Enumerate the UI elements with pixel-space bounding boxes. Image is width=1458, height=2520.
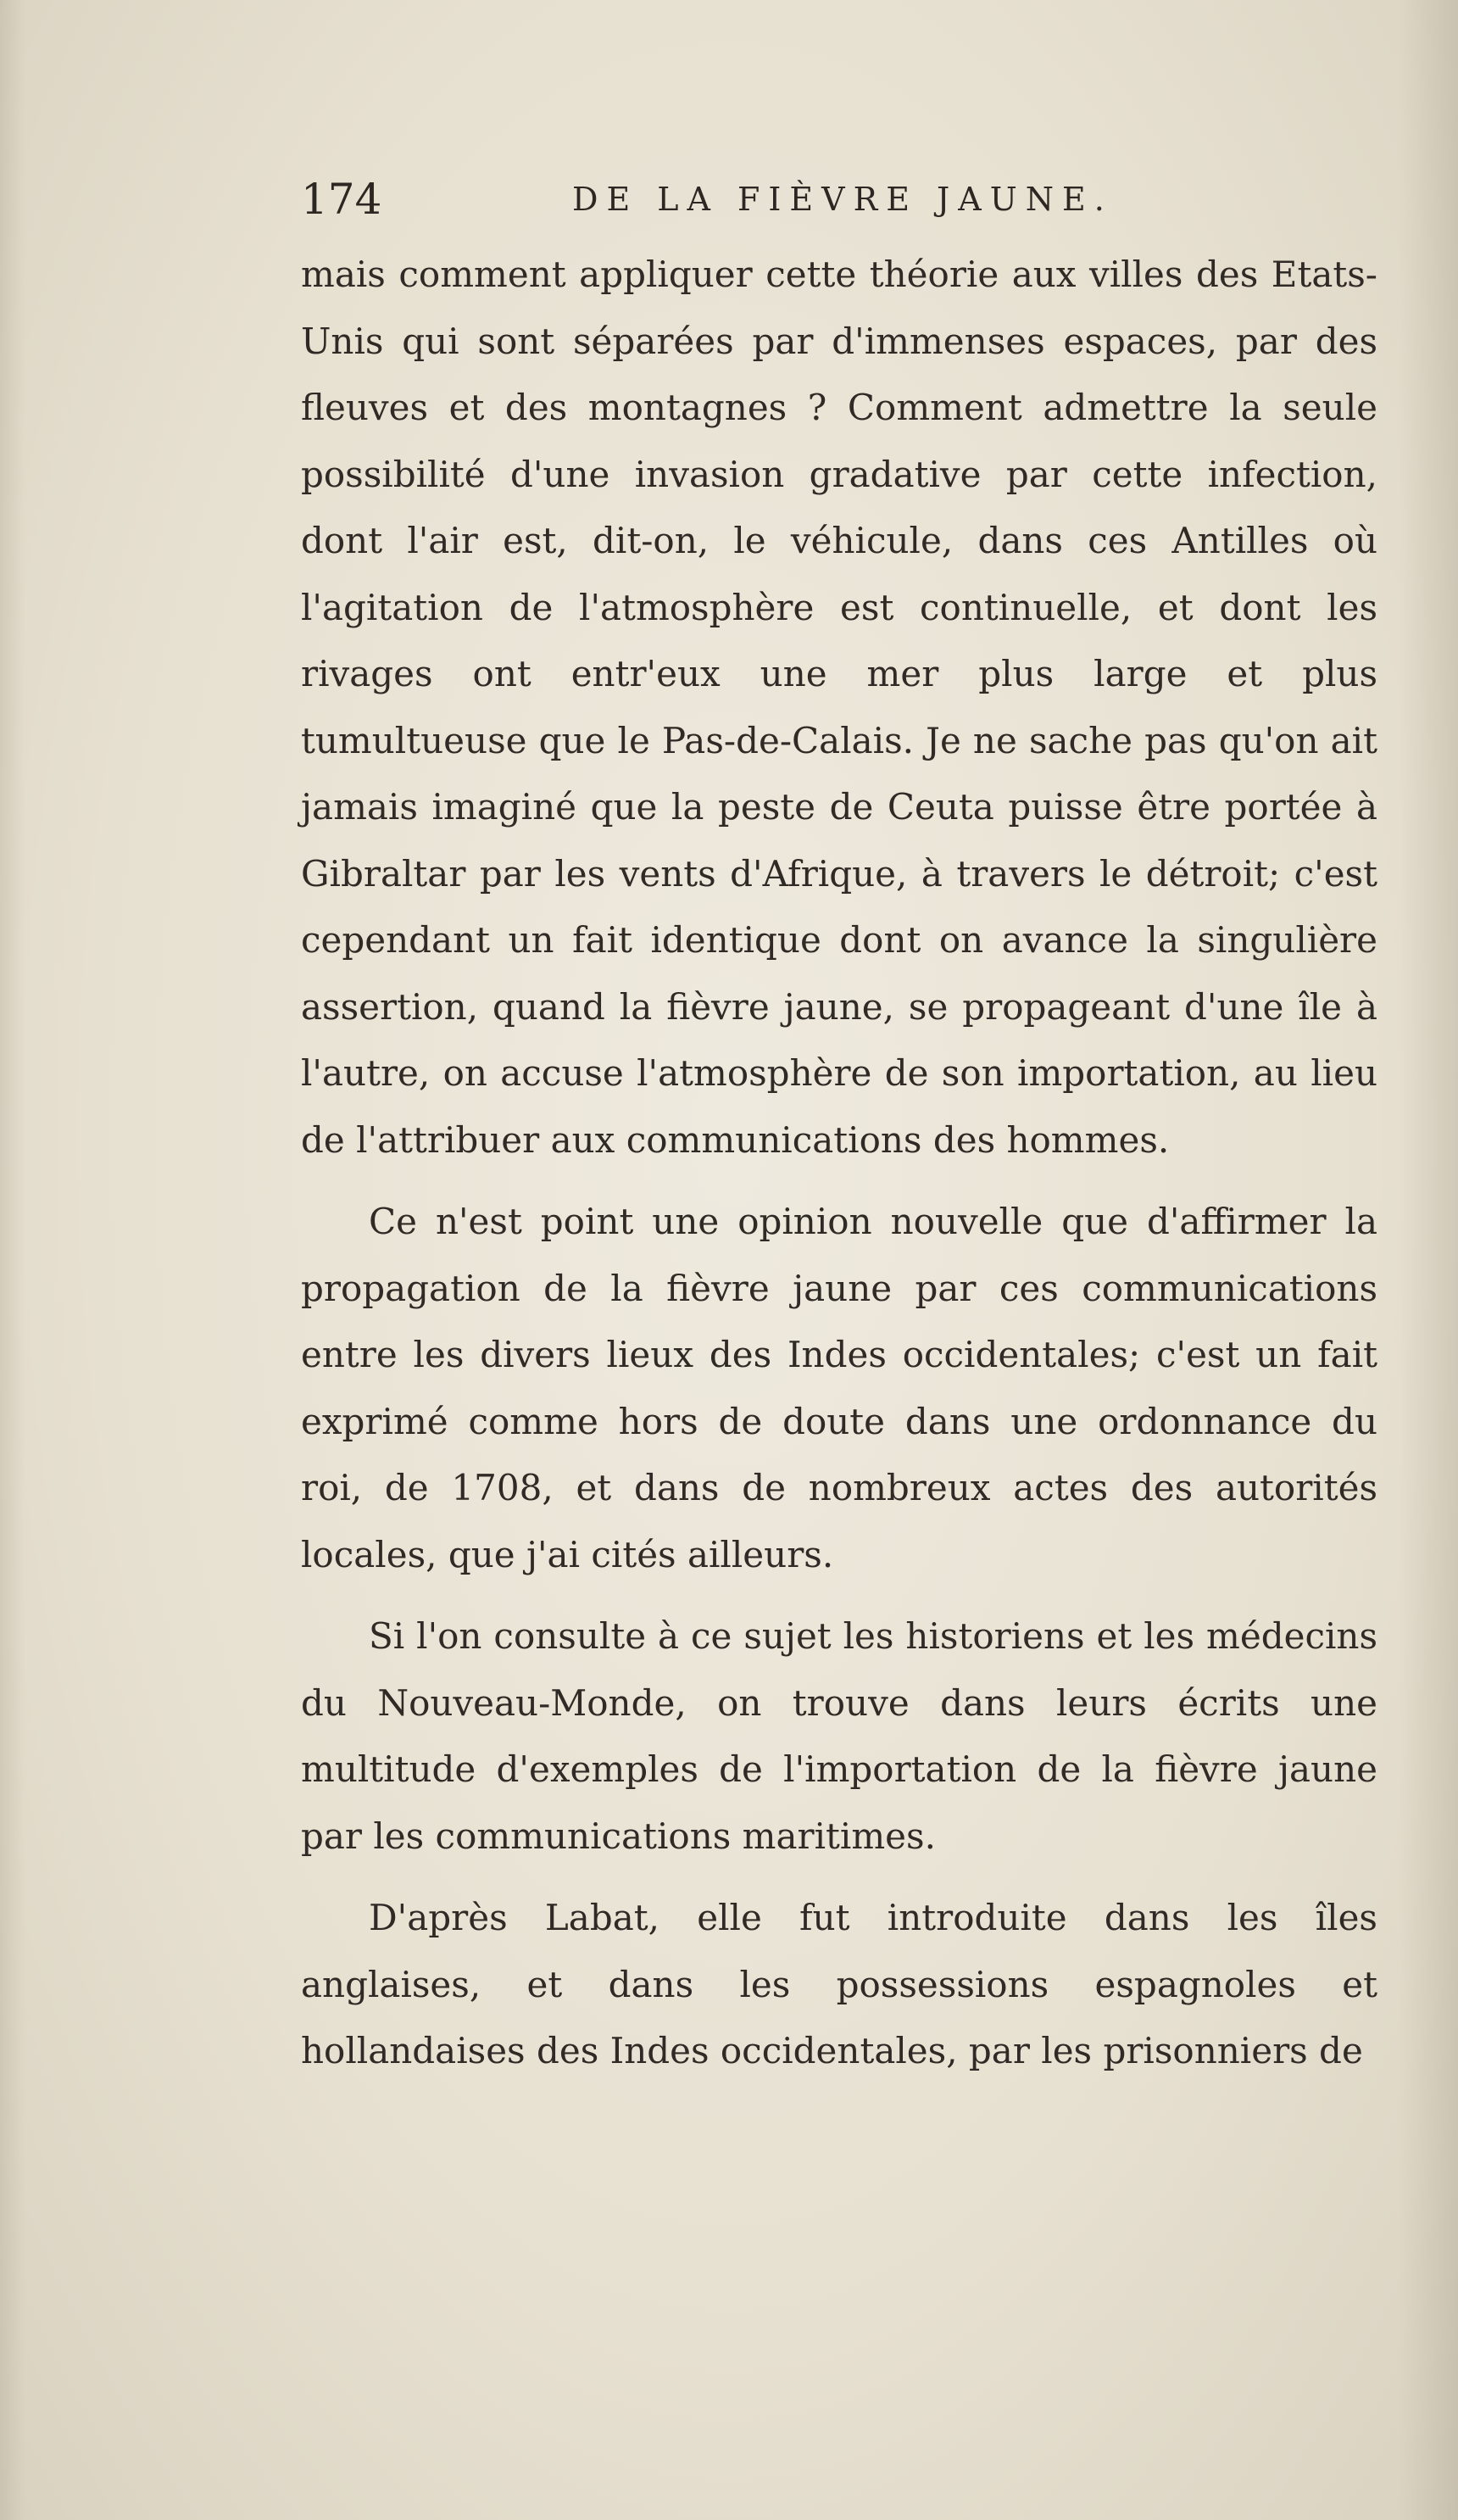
page-left-shadow [0,0,25,2520]
paragraph-2: Ce n'est point une opinion nouvelle que d'affirmer la propagation de la fièvre jaune par ces communications entre les divers lieux des Indes occidentales; c'est un fait exprimé comme hors de doute dans une ordonnance du roi, de 1708, et dans de nombreux actes des autorités locales, que j'ai cités ailleurs. [301,1201,1377,1575]
page-right-shadow [1399,0,1458,2520]
page-number: 174 [301,175,382,224]
paragraph-4: D'après Labat, elle fut introduite dans les îles anglaises, et dans les possessions espagnoles et hollandaises des Indes occidentales, par les prisonniers de [301,1897,1377,2071]
running-head: DE LA FIÈVRE JAUNE. [572,181,1113,218]
body-text [301,242,1377,2085]
paragraph-1: mais comment appliquer cette théorie aux villes des Etats-Unis qui sont séparées par d'immenses espaces, par des fleuves et des montagnes ? Comment admettre la seule possibilité d'une invasion gradative par cette infection, dont l'air est, dit-on, le véhicule, dans ces Antilles où l'agitation de l'atmosphère est continuelle, et dont les rivages ont entr'eux une mer plus large et plus tumultueuse que le Pas-de-Calais. Je ne sache pas qu'on ait jamais imaginé que la peste de Ceuta puisse être portée à Gibraltar par les vents d'Afrique, à travers le détroit; c'est cependant un fait identique dont on avance la singulière assertion, quand la fièvre jaune, se propageant d'une île à l'autre, on accuse l'atmosphère de son importation, au lieu de l'attribuer aux communications des hommes. [301,254,1377,1161]
paragraph-3: Si l'on consulte à ce sujet les historiens et les médecins du Nouveau-Monde, on trouve dans leurs écrits une multitude d'exemples de l'importation de la fièvre jaune par les communications maritimes. [301,1615,1377,1857]
page-header [301,170,1149,229]
